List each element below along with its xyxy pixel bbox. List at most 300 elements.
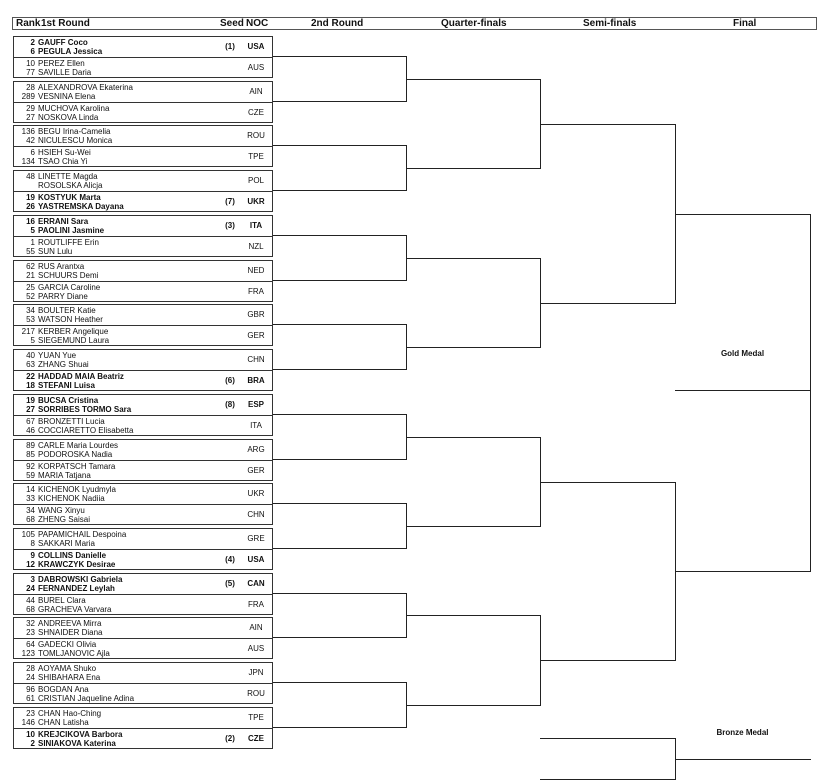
first-round-match — [13, 36, 273, 78]
player-rank: 68 — [26, 515, 35, 524]
player-rank: 63 — [26, 360, 35, 369]
team-entry — [14, 57, 272, 77]
team-entry — [14, 683, 272, 703]
player — [14, 506, 85, 515]
player — [14, 38, 88, 47]
player-name: BUREL Clara — [38, 596, 86, 605]
player-rank: 23 — [26, 709, 35, 718]
player-rank: 18 — [26, 381, 35, 390]
player-name: YASTREMSKA Dayana — [38, 202, 124, 211]
team-entry — [14, 102, 272, 122]
player — [14, 485, 116, 494]
player-name: GRACHEVA Varvara — [38, 605, 112, 614]
team-entry — [14, 663, 272, 683]
player-rank: 48 — [26, 172, 35, 181]
player-rank: 28 — [26, 664, 35, 673]
team-entry — [14, 440, 272, 460]
player — [14, 351, 76, 360]
bracket-line — [540, 303, 676, 304]
player-name: ANDREEVA Mirra — [38, 619, 102, 628]
player-rank: 46 — [26, 426, 35, 435]
player-name: ROUTLIFFE Erin — [38, 238, 99, 247]
seed-label: (6) — [225, 376, 235, 385]
player — [14, 157, 87, 166]
team-entry — [14, 708, 272, 728]
player — [14, 113, 98, 122]
player-rank: 32 — [26, 619, 35, 628]
player-name: YUAN Yue — [38, 351, 77, 360]
player — [14, 396, 98, 405]
player — [14, 640, 96, 649]
player-rank: 26 — [26, 202, 35, 211]
player — [14, 136, 112, 145]
player-name: PAPAMICHAIL Despoina — [38, 530, 127, 539]
player-name: WATSON Heather — [38, 315, 103, 324]
player-rank: 9 — [30, 551, 35, 560]
player — [14, 327, 108, 336]
player-name: SHNAIDER Diana — [38, 628, 103, 637]
player-rank: 52 — [26, 292, 35, 301]
player — [14, 462, 115, 471]
player — [14, 372, 124, 381]
first-round-match — [13, 483, 273, 525]
player-rank: 6 — [30, 148, 35, 157]
noc-code: AUS — [247, 644, 265, 653]
bracket-line — [273, 280, 407, 281]
player-rank: 22 — [26, 372, 35, 381]
team-entry — [14, 261, 272, 281]
player — [14, 426, 133, 435]
player-name: TSAO Chia Yi — [38, 157, 88, 166]
bracket-line — [406, 705, 541, 706]
noc-code: CHN — [247, 355, 265, 364]
first-round-match — [13, 304, 273, 346]
player — [14, 306, 96, 315]
noc-code: ITA — [250, 421, 262, 430]
player-name: GAUFF Coco — [38, 38, 88, 47]
player-rank: 134 — [21, 157, 35, 166]
header-semi-finals: Semi-finals — [583, 18, 637, 29]
player — [14, 83, 133, 92]
player-rank: 146 — [21, 718, 35, 727]
player — [14, 530, 126, 539]
bracket-line — [273, 369, 407, 370]
noc-code: JPN — [248, 668, 264, 677]
noc-code: FRA — [248, 600, 264, 609]
bracket-line — [675, 759, 811, 760]
first-round-match — [13, 573, 273, 615]
player — [14, 515, 90, 524]
bracket-line — [273, 56, 407, 57]
seed-label: (2) — [225, 734, 235, 743]
header-rank: Rank — [16, 18, 41, 29]
bracket-line — [273, 145, 407, 146]
team-entry — [14, 638, 272, 658]
bracket-line — [273, 324, 407, 325]
player-name: WANG Xinyu — [38, 506, 85, 515]
noc-code: USA — [247, 555, 265, 564]
player — [14, 605, 112, 614]
bracket-line — [273, 235, 407, 236]
player-rank: 25 — [26, 283, 35, 292]
noc-code: UKR — [247, 489, 265, 498]
first-round-match — [13, 81, 273, 123]
player — [14, 560, 115, 569]
player-rank: 10 — [26, 59, 35, 68]
bracket-line — [406, 258, 541, 259]
player — [14, 238, 99, 247]
team-entry — [14, 146, 272, 166]
player — [14, 68, 91, 77]
player-rank: 96 — [26, 685, 35, 694]
seed-label: (7) — [225, 197, 235, 206]
noc-code: TPE — [248, 713, 264, 722]
player-rank: 24 — [26, 673, 35, 682]
noc-code: UKR — [247, 197, 265, 206]
player-rank: 2 — [30, 38, 35, 47]
player-name: CRISTIAN Jaqueline Adina — [38, 694, 135, 703]
noc-code: CAN — [247, 579, 265, 588]
player — [14, 739, 116, 748]
noc-code: AIN — [249, 623, 263, 632]
player-name: CARLE Maria Lourdes — [38, 441, 119, 450]
player-rank: 42 — [26, 136, 35, 145]
team-entry — [14, 350, 272, 370]
player-rank: 19 — [26, 193, 35, 202]
team-entry — [14, 574, 272, 594]
player-name: COLLINS Danielle — [38, 551, 107, 560]
player — [14, 551, 106, 560]
team-entry — [14, 171, 272, 191]
player-rank: 34 — [26, 306, 35, 315]
player-rank: 53 — [26, 315, 35, 324]
bracket-line — [273, 682, 407, 683]
header-noc: NOC — [246, 18, 269, 29]
player — [14, 649, 110, 658]
noc-code: BRA — [247, 376, 265, 385]
player-rank: 92 — [26, 462, 35, 471]
player — [14, 730, 122, 739]
player-name: SUN Lulu — [38, 247, 73, 256]
team-entry — [14, 728, 272, 748]
team-entry — [14, 236, 272, 256]
player-rank: 5 — [30, 226, 35, 235]
player-name: KICHENOK Nadiia — [38, 494, 105, 503]
noc-code: NZL — [248, 242, 264, 251]
first-round-match — [13, 170, 273, 212]
seed-label: (3) — [225, 221, 235, 230]
first-round-match — [13, 662, 273, 704]
noc-code: AIN — [249, 87, 263, 96]
player-name: ROSOLSKA Alicja — [38, 181, 103, 190]
player-rank: 33 — [26, 494, 35, 503]
player-rank: 40 — [26, 351, 35, 360]
player-name: KREJCIKOVA Barbora — [38, 730, 123, 739]
noc-code: ESP — [247, 400, 264, 409]
noc-code: CZE — [248, 108, 264, 117]
team-entry — [14, 415, 272, 435]
player-rank: 34 — [26, 506, 35, 515]
player — [14, 247, 72, 256]
player-rank: 44 — [26, 596, 35, 605]
player — [14, 292, 88, 301]
player — [14, 181, 102, 190]
player-name: BEGU Irina-Camelia — [38, 127, 111, 136]
player — [14, 471, 91, 480]
team-entry — [14, 484, 272, 504]
player — [14, 664, 96, 673]
team-entry — [14, 191, 272, 211]
first-round-match — [13, 707, 273, 749]
player-name: ZHANG Shuai — [38, 360, 89, 369]
player-rank: 1 — [30, 238, 35, 247]
player — [14, 450, 112, 459]
player-rank: 55 — [26, 247, 35, 256]
bracket-line — [406, 615, 541, 616]
player-name: PAOLINI Jasmine — [38, 226, 105, 235]
player-name: AOYAMA Shuko — [38, 664, 97, 673]
team-entry — [14, 549, 272, 569]
header-final: Final — [733, 18, 757, 29]
player-name: STEFANI Luisa — [38, 381, 95, 390]
player-name: VESNINA Elena — [38, 92, 96, 101]
player — [14, 709, 101, 718]
first-round-match — [13, 439, 273, 481]
player-rank: 217 — [21, 327, 35, 336]
player-rank: 27 — [26, 405, 35, 414]
player-name: KRAWCZYK Desirae — [38, 560, 116, 569]
noc-code: POL — [247, 176, 264, 185]
bronze-medal-label: Bronze Medal — [716, 728, 769, 737]
player-name: SCHUURS Demi — [38, 271, 99, 280]
player-name: ERRANI Sara — [38, 217, 89, 226]
team-entry — [14, 82, 272, 102]
player-name: ALEXANDROVA Ekaterina — [38, 83, 134, 92]
bracket-line — [273, 190, 407, 191]
player — [14, 360, 89, 369]
bracket-line — [810, 214, 811, 572]
player-name: GADECKI Olivia — [38, 640, 97, 649]
player-rank: 29 — [26, 104, 35, 113]
noc-code: GBR — [247, 310, 265, 319]
noc-code: GRE — [247, 534, 265, 543]
player — [14, 628, 102, 637]
player-name: SAVILLE Daria — [38, 68, 92, 77]
player-name: CHAN Hao-Ching — [38, 709, 102, 718]
noc-code: USA — [247, 42, 265, 51]
noc-code: TPE — [248, 152, 264, 161]
team-entry — [14, 126, 272, 146]
player-name: SORRIBES TORMO Sara — [38, 405, 132, 414]
bracket-line — [675, 390, 811, 391]
gold-medal-label: Gold Medal — [720, 349, 765, 358]
team-entry — [14, 37, 272, 57]
player — [14, 104, 109, 113]
first-round-match — [13, 394, 273, 436]
player — [14, 202, 124, 211]
bracket-line — [273, 548, 407, 549]
noc-code: ITA — [249, 221, 263, 230]
player-name: SINIAKOVA Katerina — [38, 739, 116, 748]
player-name: PODOROSKA Nadia — [38, 450, 113, 459]
seed-label: (4) — [225, 555, 235, 564]
player-name: HADDAD MAIA Beatriz — [38, 372, 124, 381]
player-name: DABROWSKI Gabriela — [38, 575, 123, 584]
player-rank: 77 — [26, 68, 35, 77]
player-rank: 14 — [26, 485, 35, 494]
header-first-round: 1st Round — [41, 18, 90, 29]
bracket-line — [273, 414, 407, 415]
player-name: TOMLJANOVIC Ajla — [38, 649, 110, 658]
player-name: KERBER Angelique — [38, 327, 109, 336]
team-entry — [14, 395, 272, 415]
player — [14, 271, 98, 280]
player — [14, 441, 118, 450]
player-name: SIEGEMUND Laura — [38, 336, 110, 345]
player-rank: 12 — [26, 560, 35, 569]
player — [14, 336, 109, 345]
player-rank: 289 — [21, 92, 35, 101]
player-rank: 89 — [26, 441, 35, 450]
team-entry — [14, 281, 272, 301]
player-name: CHAN Latisha — [38, 718, 89, 727]
player-rank: 3 — [30, 575, 35, 584]
bracket-line — [540, 482, 676, 483]
bracket-line — [406, 347, 541, 348]
player-rank: 61 — [26, 694, 35, 703]
player-rank: 5 — [30, 336, 35, 345]
team-entry — [14, 504, 272, 524]
player — [14, 539, 95, 548]
player-name: BRONZETTI Lucia — [38, 417, 105, 426]
player — [14, 127, 110, 136]
player — [14, 494, 105, 503]
player-name: FERNANDEZ Leylah — [38, 584, 115, 593]
player — [14, 619, 101, 628]
noc-code: AUS — [247, 63, 265, 72]
player-rank: 6 — [30, 47, 35, 56]
player-name: BOULTER Katie — [38, 306, 96, 315]
team-entry — [14, 216, 272, 236]
first-round-match — [13, 215, 273, 257]
player-rank: 68 — [26, 605, 35, 614]
bracket-line — [273, 727, 407, 728]
player-name: SHIBAHARA Ena — [38, 673, 101, 682]
player — [14, 92, 95, 101]
player — [14, 381, 95, 390]
team-entry — [14, 460, 272, 480]
noc-code: GER — [247, 466, 265, 475]
player-name: PEREZ Ellen — [38, 59, 85, 68]
player — [14, 193, 101, 202]
player-rank: 62 — [26, 262, 35, 271]
player-name: PEGULA Jessica — [38, 47, 103, 56]
player-rank: 24 — [26, 584, 35, 593]
bracket-line — [273, 637, 407, 638]
player — [14, 596, 86, 605]
bracket-line — [540, 124, 676, 125]
first-round-match — [13, 260, 273, 302]
bracket-line — [406, 526, 541, 527]
bracket-line — [675, 571, 811, 572]
noc-code: FRA — [248, 287, 264, 296]
player — [14, 718, 89, 727]
player — [14, 405, 131, 414]
player-rank: 23 — [26, 628, 35, 637]
seed-label: (1) — [225, 42, 235, 51]
first-round-match — [13, 125, 273, 167]
player — [14, 217, 88, 226]
header-quarter-finals: Quarter-finals — [441, 18, 507, 29]
player-rank: 136 — [21, 127, 35, 136]
player — [14, 315, 103, 324]
player-name: COCCIARETTO Elisabetta — [38, 426, 134, 435]
player — [14, 283, 100, 292]
player-name: BUCSA Cristina — [38, 396, 99, 405]
player-rank: 64 — [26, 640, 35, 649]
bracket-line — [273, 101, 407, 102]
team-entry — [14, 305, 272, 325]
noc-code: ROU — [247, 131, 265, 140]
player — [14, 148, 91, 157]
bracket-line — [406, 437, 541, 438]
player-name: KICHENOK Lyudmyla — [38, 485, 116, 494]
bracket-line — [540, 738, 676, 739]
player-name: NICULESCU Monica — [38, 136, 113, 145]
first-round-match — [13, 528, 273, 570]
header-second-round: 2nd Round — [311, 18, 364, 29]
player-rank: 10 — [26, 730, 35, 739]
player-name: GARCIA Caroline — [38, 283, 101, 292]
player-name: KORPATSCH Tamara — [38, 462, 116, 471]
player-name: KOSTYUK Marta — [38, 193, 101, 202]
first-round-match — [13, 349, 273, 391]
bracket-line — [675, 214, 811, 215]
player-name: NOSKOVA Linda — [38, 113, 99, 122]
player — [14, 673, 100, 682]
player-rank: 19 — [26, 396, 35, 405]
header-seed: Seed — [220, 18, 244, 29]
player-name: SAKKARI Maria — [38, 539, 95, 548]
noc-code: ROU — [247, 689, 265, 698]
noc-code: CZE — [248, 734, 264, 743]
bracket-line — [406, 168, 541, 169]
player-rank: 21 — [26, 271, 35, 280]
player — [14, 584, 115, 593]
player-rank: 105 — [21, 530, 35, 539]
bracket-line — [540, 660, 676, 661]
bracket-line — [273, 503, 407, 504]
noc-code: ARG — [247, 445, 265, 454]
player-name: HSIEH Su-Wei — [38, 148, 91, 157]
noc-code: NED — [247, 266, 265, 275]
bracket-line — [273, 593, 407, 594]
player-rank: 123 — [21, 649, 35, 658]
noc-code: CHN — [247, 510, 265, 519]
player — [14, 417, 105, 426]
team-entry — [14, 529, 272, 549]
seed-label: (8) — [225, 400, 235, 409]
player-name: LINETTE Magda — [38, 172, 98, 181]
player — [14, 47, 102, 56]
player — [14, 172, 98, 181]
bracket-line — [406, 79, 541, 80]
player-rank: 8 — [30, 539, 35, 548]
player-name: MUCHOVA Karolina — [38, 104, 110, 113]
team-entry — [14, 618, 272, 638]
noc-code: GER — [247, 331, 265, 340]
team-entry — [14, 370, 272, 390]
